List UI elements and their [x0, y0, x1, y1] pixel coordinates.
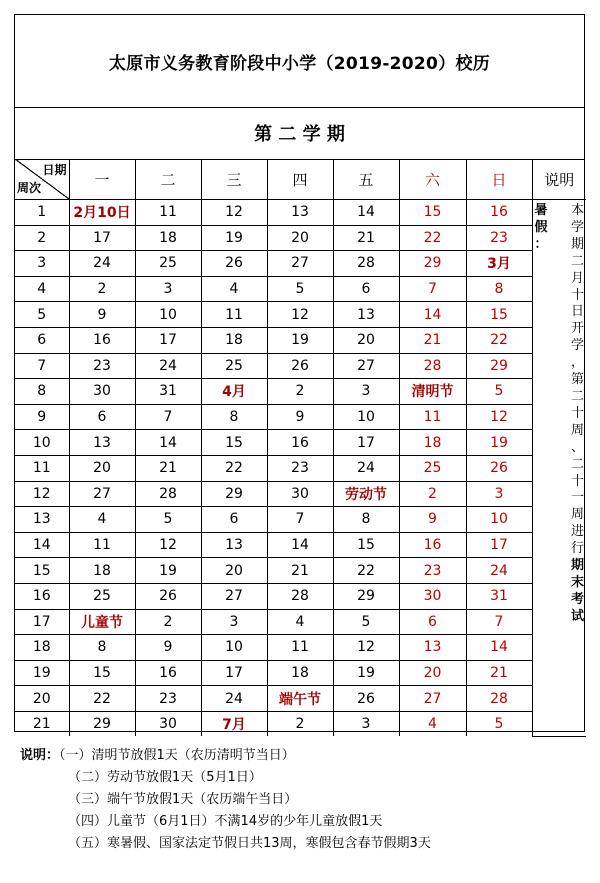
side-note-char: 期 [570, 236, 584, 252]
school-calendar [14, 14, 585, 732]
weekday-header-tue: 二 [135, 159, 201, 200]
date-cell: 29 [333, 583, 399, 609]
date-cell: 21 [466, 660, 532, 686]
page-title: 太原市义务教育阶段中小学（2019-2020）校历 [15, 15, 584, 108]
date-cell: 18 [135, 225, 201, 251]
side-note-left [535, 203, 548, 626]
date-cell: 16 [135, 660, 201, 686]
side-note-char: 周 [570, 507, 584, 523]
date-cell: 24 [69, 251, 135, 277]
date-cell: 12 [333, 635, 399, 661]
date-cell: 13 [201, 532, 267, 558]
footnote-label: 说明： [20, 748, 60, 763]
date-cell: 14 [333, 200, 399, 226]
side-note-char: 考 [570, 591, 584, 607]
date-cell: 9 [69, 302, 135, 328]
week-number-cell: 15 [15, 558, 69, 584]
date-cell: 20 [69, 455, 135, 481]
note-header: 说明 [532, 159, 586, 200]
date-cell: 27 [201, 583, 267, 609]
side-note-cell [532, 200, 586, 737]
date-cell: 3 [201, 609, 267, 635]
week-number-cell: 10 [15, 430, 69, 456]
date-cell: 2月10日 [69, 200, 135, 226]
weekday-header-mon: 一 [69, 159, 135, 200]
date-cell: 12 [135, 532, 201, 558]
date-cell: 8 [466, 276, 532, 302]
week-number-cell: 5 [15, 302, 69, 328]
date-cell: 18 [267, 660, 333, 686]
date-cell: 9 [267, 404, 333, 430]
date-cell: 29 [69, 711, 135, 736]
week-number-cell: 11 [15, 455, 69, 481]
date-cell: 17 [333, 430, 399, 456]
date-cell: 3月 [466, 251, 532, 277]
date-cell: 22 [466, 327, 532, 353]
table-row [15, 481, 586, 507]
date-cell: 27 [267, 251, 333, 277]
table-row [15, 660, 586, 686]
date-cell: 清明节 [399, 379, 466, 405]
side-note-char: 学 [570, 219, 584, 235]
date-cell: 13 [399, 635, 466, 661]
date-cell: 19 [267, 327, 333, 353]
table-row [15, 353, 586, 379]
side-note-char: 试 [570, 608, 584, 624]
date-cell: 12 [267, 302, 333, 328]
date-cell: 17 [69, 225, 135, 251]
date-cell: 23 [466, 225, 532, 251]
date-cell: 7 [399, 276, 466, 302]
date-cell: 28 [267, 583, 333, 609]
date-cell: 20 [201, 558, 267, 584]
date-cell: 6 [399, 609, 466, 635]
date-cell: 15 [69, 660, 135, 686]
side-note-char: 周 [570, 422, 584, 438]
date-cell: 18 [201, 327, 267, 353]
date-cell: 16 [69, 327, 135, 353]
date-cell: 4 [201, 276, 267, 302]
side-note-char: 暑 [534, 203, 548, 218]
date-cell: 26 [333, 686, 399, 712]
date-cell: 5 [135, 507, 201, 533]
date-cell: 26 [466, 455, 532, 481]
date-cell: 28 [333, 251, 399, 277]
date-cell: 10 [201, 635, 267, 661]
date-cell: 13 [69, 430, 135, 456]
date-cell: 3 [333, 379, 399, 405]
date-cell: 15 [466, 302, 532, 328]
week-number-cell: 19 [15, 660, 69, 686]
date-cell: 9 [399, 507, 466, 533]
date-cell: 3 [135, 276, 201, 302]
date-cell: 16 [267, 430, 333, 456]
date-cell: 12 [201, 200, 267, 226]
corner-header [15, 159, 69, 200]
date-cell: 12 [466, 404, 532, 430]
date-cell: 7 [466, 609, 532, 635]
side-note-char: 二 [570, 456, 584, 472]
date-cell: 7 [135, 404, 201, 430]
table-row [15, 276, 586, 302]
corner-week-label: 周次 [17, 181, 42, 195]
date-cell: 端午节 [267, 686, 333, 712]
date-cell: 20 [333, 327, 399, 353]
date-cell: 27 [69, 481, 135, 507]
table-row [15, 379, 586, 405]
date-cell: 19 [333, 660, 399, 686]
week-number-cell: 9 [15, 404, 69, 430]
table-row [15, 507, 586, 533]
date-cell: 16 [466, 200, 532, 226]
date-cell: 30 [267, 481, 333, 507]
date-cell: 20 [399, 660, 466, 686]
date-cell: 儿童节 [69, 609, 135, 635]
date-cell: 30 [399, 583, 466, 609]
date-cell: 5 [333, 609, 399, 635]
side-note-char: 十 [570, 473, 584, 489]
date-cell: 21 [135, 455, 201, 481]
side-note-char: 行 [570, 541, 584, 557]
date-cell: 29 [399, 251, 466, 277]
date-cell: 6 [69, 404, 135, 430]
side-note-char: 月 [570, 270, 584, 286]
side-note-char: 开 [570, 321, 584, 337]
date-cell: 2 [267, 379, 333, 405]
side-note-char: 十 [570, 287, 584, 303]
side-note-char: 学 [570, 338, 584, 354]
footnote-item: （一）清明节放假1天（农历清明节当日） [59, 748, 295, 763]
table-row [15, 583, 586, 609]
side-note-char: ： [534, 236, 548, 252]
date-cell: 4 [267, 609, 333, 635]
week-number-cell: 4 [15, 276, 69, 302]
date-cell: 22 [69, 686, 135, 712]
date-cell: 3 [466, 481, 532, 507]
side-note-char: 假 [534, 219, 548, 235]
date-cell: 17 [135, 327, 201, 353]
side-note-right [571, 203, 584, 626]
week-number-cell: 17 [15, 609, 69, 635]
side-note-char: 一 [570, 490, 584, 506]
side-note-char: ， [570, 355, 584, 371]
date-cell: 4 [69, 507, 135, 533]
table-row [15, 532, 586, 558]
date-cell: 15 [333, 532, 399, 558]
date-cell: 17 [466, 532, 532, 558]
date-cell: 20 [267, 225, 333, 251]
date-cell: 19 [135, 558, 201, 584]
weekday-header-wed: 三 [201, 159, 267, 200]
table-row [15, 609, 586, 635]
date-cell: 23 [399, 558, 466, 584]
date-cell: 27 [333, 353, 399, 379]
date-cell: 10 [466, 507, 532, 533]
date-cell: 8 [333, 507, 399, 533]
date-cell: 10 [333, 404, 399, 430]
footnote-item: （二）劳动节放假1天（5月1日） [68, 770, 262, 785]
table-row [15, 711, 586, 736]
date-cell: 30 [69, 379, 135, 405]
date-cell: 25 [399, 455, 466, 481]
date-cell: 2 [399, 481, 466, 507]
week-number-cell: 13 [15, 507, 69, 533]
date-cell: 28 [135, 481, 201, 507]
date-cell: 26 [201, 251, 267, 277]
date-cell: 6 [333, 276, 399, 302]
side-note-char: 二 [570, 388, 584, 404]
table-row [15, 404, 586, 430]
date-cell: 11 [69, 532, 135, 558]
table-row [15, 251, 586, 277]
date-cell: 22 [333, 558, 399, 584]
date-cell: 28 [466, 686, 532, 712]
date-cell: 5 [267, 276, 333, 302]
date-cell: 10 [135, 302, 201, 328]
date-cell: 14 [135, 430, 201, 456]
date-cell: 14 [267, 532, 333, 558]
date-cell: 14 [466, 635, 532, 661]
side-note-char: 末 [570, 574, 584, 590]
date-cell: 21 [267, 558, 333, 584]
date-cell: 17 [201, 660, 267, 686]
weekday-header-sun: 日 [466, 159, 532, 200]
date-cell: 31 [466, 583, 532, 609]
date-cell: 25 [201, 353, 267, 379]
weekday-header-sat: 六 [399, 159, 466, 200]
date-cell: 15 [201, 430, 267, 456]
date-cell: 2 [69, 276, 135, 302]
semester-heading: 第 二 学 期 [15, 107, 584, 160]
date-cell: 18 [69, 558, 135, 584]
date-cell: 29 [201, 481, 267, 507]
weekday-header-thu: 四 [267, 159, 333, 200]
table-row [15, 686, 586, 712]
week-number-cell: 8 [15, 379, 69, 405]
date-cell: 24 [466, 558, 532, 584]
date-cell: 23 [69, 353, 135, 379]
table-row [15, 558, 586, 584]
table-row [15, 455, 586, 481]
date-cell: 31 [135, 379, 201, 405]
date-cell: 22 [399, 225, 466, 251]
date-cell: 24 [135, 353, 201, 379]
table-row [15, 635, 586, 661]
table-row [15, 327, 586, 353]
date-cell: 26 [267, 353, 333, 379]
date-cell: 13 [333, 302, 399, 328]
date-cell: 24 [333, 455, 399, 481]
date-cell: 14 [399, 302, 466, 328]
date-cell: 18 [399, 430, 466, 456]
date-cell: 21 [333, 225, 399, 251]
date-cell: 11 [201, 302, 267, 328]
date-cell: 24 [201, 686, 267, 712]
week-number-cell: 14 [15, 532, 69, 558]
date-cell: 4月 [201, 379, 267, 405]
date-cell: 7月 [201, 711, 267, 736]
date-cell: 22 [201, 455, 267, 481]
side-note-char: 期 [570, 558, 584, 574]
date-cell: 21 [399, 327, 466, 353]
date-cell: 26 [135, 583, 201, 609]
week-number-cell: 2 [15, 225, 69, 251]
date-cell: 13 [267, 200, 333, 226]
header-row [15, 159, 586, 200]
date-cell: 3 [333, 711, 399, 736]
footnote-item: （三）端午节放假1天（农历端午当日） [68, 792, 298, 807]
date-cell: 2 [267, 711, 333, 736]
side-note-char: 二 [570, 253, 584, 269]
week-number-cell: 1 [15, 200, 69, 226]
footnotes [20, 745, 431, 855]
week-number-cell: 18 [15, 635, 69, 661]
side-note-char: 日 [570, 304, 584, 320]
date-cell: 29 [466, 353, 532, 379]
weekday-header-fri: 五 [333, 159, 399, 200]
date-cell: 19 [201, 225, 267, 251]
side-note-char: 第 [570, 372, 584, 388]
week-number-cell: 20 [15, 686, 69, 712]
date-cell: 6 [201, 507, 267, 533]
table-row [15, 225, 586, 251]
week-number-cell: 21 [15, 711, 69, 736]
side-note-char: 进 [570, 524, 584, 540]
date-cell: 27 [399, 686, 466, 712]
table-row [15, 302, 586, 328]
corner-date-label: 日期 [42, 163, 67, 177]
week-number-cell: 6 [15, 327, 69, 353]
date-cell: 25 [135, 251, 201, 277]
side-note-columns [535, 203, 585, 626]
date-cell: 16 [399, 532, 466, 558]
week-number-cell: 12 [15, 481, 69, 507]
date-cell: 8 [69, 635, 135, 661]
date-cell: 25 [69, 583, 135, 609]
date-cell: 7 [267, 507, 333, 533]
footnote-item: （五）寒暑假、国家法定节假日共13周，寒假包含春节假期3天 [68, 836, 431, 851]
side-note-char: 、 [570, 439, 584, 455]
date-cell: 劳动节 [333, 481, 399, 507]
date-cell: 30 [135, 711, 201, 736]
date-cell: 8 [201, 404, 267, 430]
date-cell: 23 [135, 686, 201, 712]
footnote-item: （四）儿童节（6月1日）不满14岁的少年儿童放假1天 [68, 814, 383, 829]
calendar-table [15, 159, 586, 737]
table-row [15, 200, 586, 226]
side-note-char: 本 [570, 203, 584, 218]
date-cell: 2 [135, 609, 201, 635]
date-cell: 11 [399, 404, 466, 430]
date-cell: 28 [399, 353, 466, 379]
date-cell: 9 [135, 635, 201, 661]
footnote-line [20, 745, 431, 767]
date-cell: 5 [466, 379, 532, 405]
week-number-cell: 3 [15, 251, 69, 277]
week-number-cell: 7 [15, 353, 69, 379]
date-cell: 19 [466, 430, 532, 456]
week-number-cell: 16 [15, 583, 69, 609]
date-cell: 4 [399, 711, 466, 736]
date-cell: 11 [267, 635, 333, 661]
side-note-char: 十 [570, 405, 584, 421]
date-cell: 15 [399, 200, 466, 226]
date-cell: 23 [267, 455, 333, 481]
date-cell: 11 [135, 200, 201, 226]
table-row [15, 430, 586, 456]
date-cell: 5 [466, 711, 532, 736]
